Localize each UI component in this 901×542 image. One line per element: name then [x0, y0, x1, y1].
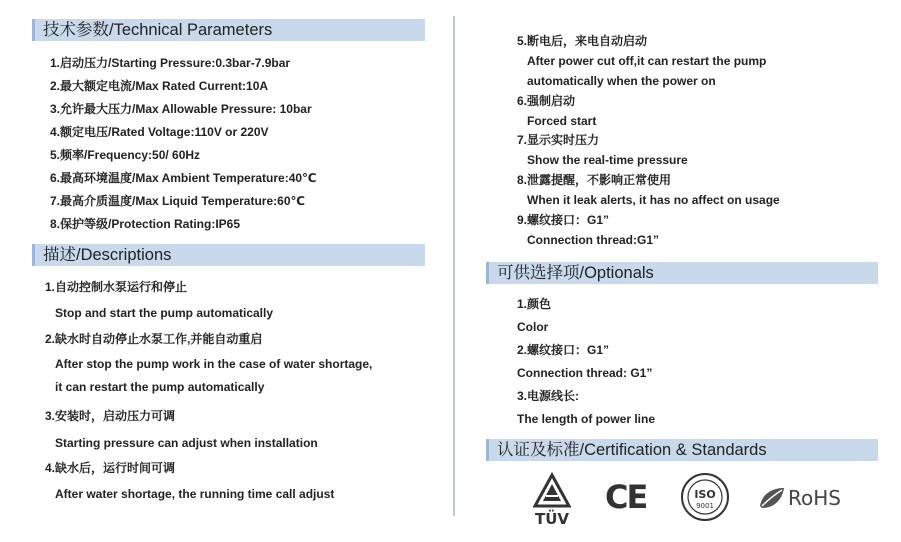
optional-line: Color	[517, 320, 549, 334]
description-line: 9.螺纹接口：G1”	[517, 213, 610, 227]
certification-header: 认证及标准/Certification & Standards	[486, 439, 878, 461]
technical-item: 2.最大额定电流/Max Rated Current:10A	[50, 79, 269, 93]
description-line: Forced start	[527, 114, 597, 128]
description-line: 2.缺水时自动停止水泵工作,并能自动重启	[45, 332, 263, 346]
technical-item: 3.允许最大压力/Max Allowable Pressure: 10bar	[50, 102, 312, 116]
description-line: 1.自动控制水泵运行和停止	[45, 280, 188, 294]
iso-text: ISO	[694, 488, 716, 501]
tuv-text: TÜV	[534, 510, 570, 528]
technical-item: 8.保护等级/Protection Rating:IP65	[50, 217, 241, 231]
iso9001-seal	[680, 472, 730, 522]
technical-item: 1.启动压力/Starting Pressure:0.3bar-7.9bar	[50, 56, 291, 70]
description-line: automatically when the power on	[527, 74, 716, 88]
ce-mark	[605, 478, 655, 518]
description-line: Connection thread:G1”	[527, 233, 660, 247]
description-line: Show the real-time pressure	[527, 153, 688, 167]
iso-seal-icon	[680, 472, 730, 522]
technical-parameters-header: 技术参数/Technical Parameters	[32, 19, 425, 41]
optional-line: 2.螺纹接口：G1”	[517, 343, 610, 357]
description-line: 6.强制启动	[517, 94, 576, 108]
optionals-header: 可供选择项/Optionals	[486, 262, 878, 284]
optional-line: 3.电源线长:	[517, 389, 580, 403]
description-line: 5.断电后，来电自动启动	[517, 34, 648, 48]
rohs-text: RoHS	[788, 486, 841, 510]
tuv-triangle-icon	[532, 472, 572, 510]
description-line: 4.缺水后，运行时间可调	[45, 461, 176, 475]
leaf-icon	[758, 486, 786, 510]
technical-item: 4.额定电压/Rated Voltage:110V or 220V	[50, 125, 269, 139]
optional-line: Connection thread: G1”	[517, 366, 653, 380]
description-line: After stop the pump work in the case of water shortage,	[55, 357, 373, 371]
optional-line: 1.颜色	[517, 297, 552, 311]
technical-item: 5.频率/Frequency:50/ 60Hz	[50, 148, 201, 162]
technical-item: 6.最高环境温度/Max Ambient Temperature:40℃	[50, 171, 317, 185]
description-line: 7.显示实时压力	[517, 133, 600, 147]
description-line: Stop and start the pump automatically	[55, 306, 274, 320]
description-line: 8.泄露提醒，不影响正常使用	[517, 173, 672, 187]
iso-number: 9001	[696, 502, 714, 510]
rohs-logo	[758, 482, 841, 516]
optional-line: The length of power line	[517, 412, 655, 426]
tuv-logo	[532, 472, 572, 528]
ce-text: CE	[605, 478, 647, 516]
description-line: it can restart the pump automatically	[55, 380, 265, 394]
technical-item: 7.最高介质温度/Max Liquid Temperature:60℃	[50, 194, 306, 208]
description-line: After power cut off,it can restart the pump	[527, 54, 767, 68]
description-line: When it leak alerts, it has no affect on usage	[527, 193, 780, 207]
descriptions-header: 描述/Descriptions	[32, 244, 425, 266]
column-divider	[453, 16, 455, 516]
description-line: Starting pressure can adjust when installation	[55, 436, 318, 450]
description-line: After water shortage, the running time call adjust	[55, 487, 335, 501]
description-line: 3.安装时，启动压力可调	[45, 409, 176, 423]
